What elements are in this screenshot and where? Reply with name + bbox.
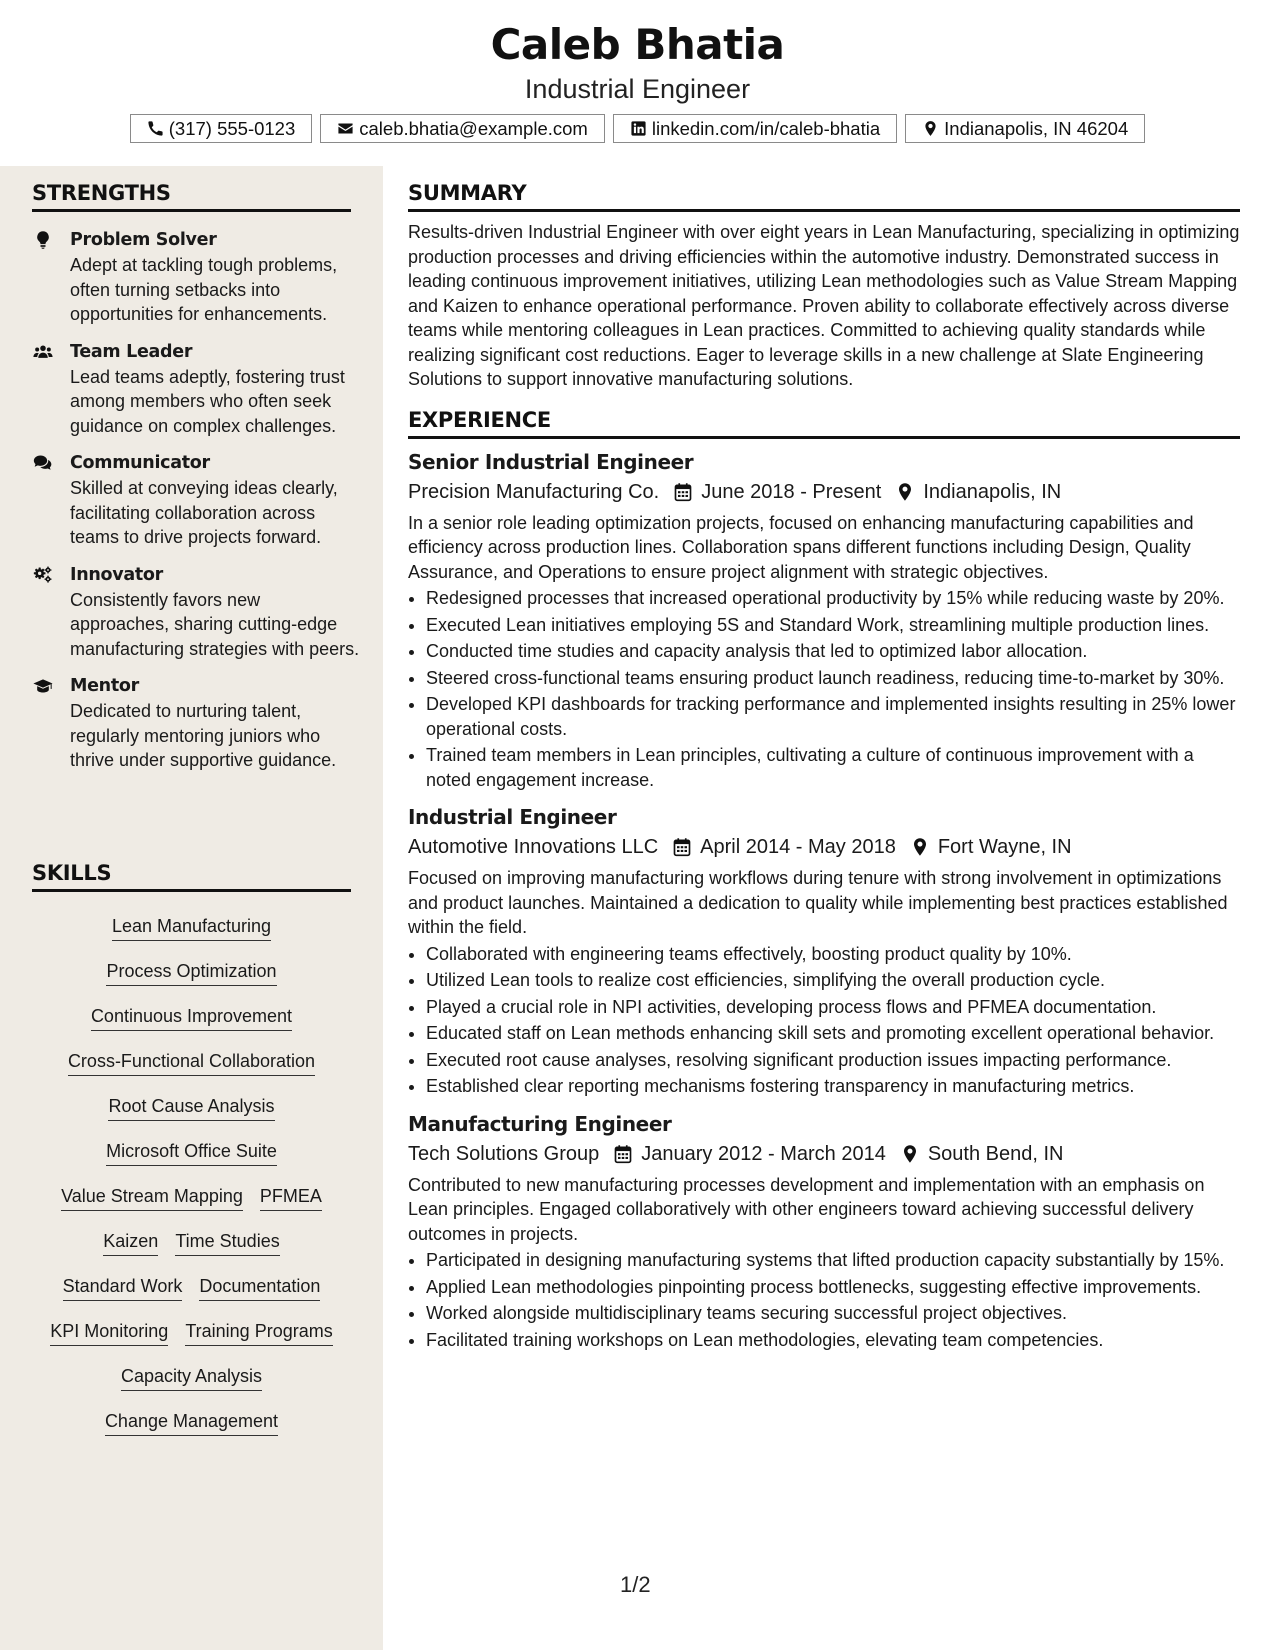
job-company: Automotive Innovations LLC xyxy=(408,836,659,858)
bullet-item: • Worked alongside multidisciplinary teams securing successful project objectives. xyxy=(426,1301,1240,1326)
summary-text: Results-driven Industrial Engineer with over eight years in Lean Manufacturing, specializing in optimizing production processes and driving efficiencies within the automotive industry. Demonstrated success in leading continuous improvement initiatives, utilizing Lean methodologies such as Value Stream Mapping and Kaizen to enhance operational performance. Proven ability to collaborate effectively across diverse teams while mentoring colleagues in Lean practices. Committed to achieving quality standards while realizing significant cost reductions. Eager to leverage skills in a new challenge at Slate Engineering Solutions to support innovative manufacturing solutions. xyxy=(408,222,1240,389)
map-pin-icon xyxy=(910,837,930,857)
skill-row xyxy=(32,1184,351,1229)
job-desc: Focused on improving manufacturing workflows during tenure with strong involvement in optimizations and product launches. Maintained a dedication to quality while implementing best practices established within the field. xyxy=(408,868,1228,937)
job-title: Manufacturing Engineer xyxy=(408,1111,672,1136)
bullet-item: • Executed root cause analyses, resolving significant production issues impacting performance. xyxy=(426,1048,1240,1073)
envelope-icon xyxy=(337,120,354,137)
strengths-list xyxy=(32,228,362,786)
strength-title: Team Leader xyxy=(70,341,193,362)
job-title: Senior Industrial Engineer xyxy=(408,449,694,474)
skill-tag: Root Cause Analysis xyxy=(108,1094,274,1121)
sidebar xyxy=(0,166,383,1650)
page-number: 1/2 xyxy=(620,1572,651,1597)
strength-item xyxy=(32,228,362,327)
skill-tag: Capacity Analysis xyxy=(121,1364,262,1391)
summary-heading: SUMMARY xyxy=(408,181,1240,212)
bullet-item: • Applied Lean methodologies pinpointing process bottlenecks, suggesting effective improvements. xyxy=(426,1275,1240,1300)
candidate-title: Industrial Engineer xyxy=(524,74,751,104)
experience-heading: EXPERIENCE xyxy=(408,408,1240,439)
calendar-icon xyxy=(673,482,693,502)
skill-row xyxy=(32,959,351,1004)
job-company: Tech Solutions Group xyxy=(408,1142,600,1165)
job-company: Precision Manufacturing Co. xyxy=(408,480,660,503)
skill-tag: Documentation xyxy=(199,1274,320,1301)
bullet-item: • Played a crucial role in NPI activities, developing process flows and PFMEA documentation. xyxy=(426,995,1240,1020)
skills-list xyxy=(32,914,351,1454)
skill-tag: Lean Manufacturing xyxy=(112,914,271,941)
contact-linkedin xyxy=(613,114,897,143)
job-title: Industrial Engineer xyxy=(408,805,617,829)
contact-location-text: Indianapolis, IN 46204 xyxy=(944,117,1129,139)
strength-title: Communicator xyxy=(70,453,210,473)
skill-tag: PFMEA xyxy=(260,1184,322,1211)
skill-tag: Cross-Functional Collaboration xyxy=(68,1049,315,1076)
bullet-item: • Executed Lean initiatives employing 5S and Standard Work, streamlining multiple production lines. xyxy=(426,613,1240,638)
skill-row xyxy=(32,1049,351,1094)
strength-title: Innovator xyxy=(70,564,163,585)
contact-email-text: caleb.bhatia@example.com xyxy=(359,117,588,139)
contact-location xyxy=(905,114,1145,143)
map-pin-icon xyxy=(895,482,915,502)
graduation-cap-icon xyxy=(32,676,54,696)
skill-tag: Kaizen xyxy=(103,1229,158,1256)
contact-phone-text: (317) 555-0123 xyxy=(168,117,296,139)
job-bullets xyxy=(408,1248,1240,1352)
strength-item xyxy=(32,563,362,662)
skill-row xyxy=(32,1319,351,1364)
job-meta xyxy=(408,832,1240,862)
skill-tag: Training Programs xyxy=(185,1319,332,1346)
skill-row xyxy=(32,1364,351,1409)
contact-phone xyxy=(130,114,313,143)
comments-icon xyxy=(32,453,54,473)
skill-row xyxy=(32,1409,351,1454)
strength-item xyxy=(32,451,362,550)
strength-title: Mentor xyxy=(70,676,139,696)
skill-row xyxy=(32,1004,351,1049)
strength-desc: Dedicated to nurturing talent, regularly mentoring juniors who thrive under supportive guidance. xyxy=(70,701,337,770)
skill-tag: Continuous Improvement xyxy=(91,1004,292,1031)
bullet-item: • Conducted time studies and capacity analysis that led to optimized labor allocation. xyxy=(426,639,1240,664)
job-meta xyxy=(408,1139,1240,1169)
skill-row xyxy=(32,1139,351,1184)
skill-tag: Change Management xyxy=(105,1409,278,1436)
job-meta xyxy=(408,477,1240,507)
map-pin-icon xyxy=(922,120,939,137)
job-entry xyxy=(408,802,1240,1099)
job-entry xyxy=(408,447,1240,793)
strength-item xyxy=(32,674,362,773)
bullet-item: • Utilized Lean tools to realize cost efficiencies, simplifying the overall production cycle. xyxy=(426,968,1240,993)
skill-row xyxy=(32,1274,351,1319)
contact-email xyxy=(320,114,605,143)
job-bullets xyxy=(408,586,1240,792)
lightbulb-icon xyxy=(32,230,54,250)
skill-tag: Value Stream Mapping xyxy=(61,1184,243,1211)
bullet-item: • Redesigned processes that increased operational productivity by 15% while reducing waste by 20%. xyxy=(426,586,1240,611)
main-content xyxy=(408,166,1240,1354)
bullet-item: • Facilitated training workshops on Lean methodologies, elevating team competencies. xyxy=(426,1328,1240,1353)
skill-row xyxy=(32,1094,351,1139)
gears-icon xyxy=(32,565,54,585)
strength-desc: Skilled at conveying ideas clearly, facilitating collaboration across teams to drive projects forward. xyxy=(70,478,338,547)
skill-tag: KPI Monitoring xyxy=(50,1319,168,1346)
calendar-icon xyxy=(672,837,692,857)
skill-row xyxy=(32,914,351,959)
map-pin-icon xyxy=(900,1144,920,1164)
bullet-item: • Developed KPI dashboards for tracking performance and implemented insights resulting in 25% lower operational costs. xyxy=(426,692,1240,741)
bullet-item: • Established clear reporting mechanisms fostering transparency in manufacturing metrics. xyxy=(426,1074,1240,1099)
job-dates: January 2012 - March 2014 xyxy=(641,1142,886,1165)
linkedin-icon xyxy=(630,120,647,137)
strengths-heading: STRENGTHS xyxy=(32,181,351,212)
strength-item xyxy=(32,340,362,439)
job-bullets xyxy=(408,942,1240,1099)
strength-desc: Lead teams adeptly, fostering trust among members who often seek guidance on complex challenges. xyxy=(70,366,345,436)
job-location: Indianapolis, IN xyxy=(923,480,1062,503)
bullet-item: • Participated in designing manufacturing systems that lifted production capacity substantially by 15%. xyxy=(426,1248,1240,1273)
candidate-name: Caleb Bhatia xyxy=(490,20,785,69)
job-entry xyxy=(408,1109,1240,1353)
job-location: Fort Wayne, IN xyxy=(937,836,1072,858)
job-desc: Contributed to new manufacturing processes development and implementation with an emphasis on Lean principles. Engaged collaboratively with other engineers toward achieving successful delivery outcomes in projects. xyxy=(408,1174,1205,1244)
strength-title: Problem Solver xyxy=(70,230,217,250)
skill-tag: Microsoft Office Suite xyxy=(106,1139,277,1166)
skill-row xyxy=(32,1229,351,1274)
bullet-item: • Collaborated with engineering teams effectively, boosting product quality by 10%. xyxy=(426,942,1240,967)
job-dates: April 2014 - May 2018 xyxy=(700,836,896,858)
strength-desc: Adept at tackling tough problems, often turning setbacks into opportunities for enhancements. xyxy=(70,255,338,324)
users-icon xyxy=(32,342,54,362)
skill-tag: Process Optimization xyxy=(106,959,276,986)
job-location: South Bend, IN xyxy=(927,1142,1064,1165)
phone-icon xyxy=(147,120,164,137)
job-dates: June 2018 - Present xyxy=(701,480,882,503)
resume-header xyxy=(0,0,1275,166)
contact-bar xyxy=(0,114,1275,143)
bullet-item: • Steered cross-functional teams ensuring product launch readiness, reducing time-to-market by 30%. xyxy=(426,666,1240,691)
skill-tag: Time Studies xyxy=(175,1229,279,1256)
bullet-item: • Trained team members in Lean principles, cultivating a culture of continuous improvement with a noted engagement increase. xyxy=(426,743,1240,792)
calendar-icon xyxy=(613,1144,633,1164)
skill-tag: Standard Work xyxy=(63,1274,183,1301)
job-desc: In a senior role leading optimization projects, focused on enhancing manufacturing capabilities and efficiency across production lines. Collaboration spans different functions including Design, Quality Assurance, and Operations to ensure project alignment with strategic objectives. xyxy=(408,512,1194,582)
bullet-item: • Educated staff on Lean methods enhancing skill sets and promoting excellent operational behavior. xyxy=(426,1021,1240,1046)
contact-linkedin-text: linkedin.com/in/caleb-bhatia xyxy=(651,117,881,139)
skills-heading: SKILLS xyxy=(32,861,351,892)
strength-desc: Consistently favors new approaches, sharing cutting-edge manufacturing strategies with peers. xyxy=(70,589,360,659)
